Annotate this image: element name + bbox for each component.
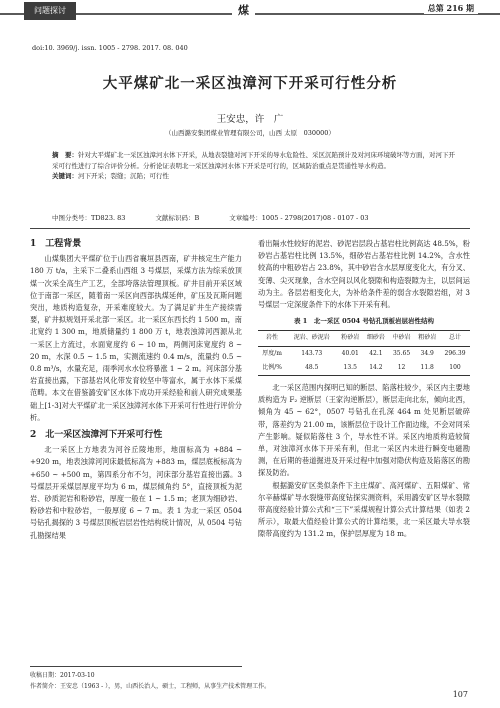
running-header [0, 0, 500, 22]
section-heading-2: 2 北一采区浊漳河下开采可行性 [30, 430, 163, 441]
table-cell: 42.1 [363, 346, 389, 361]
table-header-cell: 粗砂岩 [414, 331, 440, 346]
table-cell: 40.01 [337, 346, 363, 361]
table-cell: 100 [440, 361, 470, 376]
table-header-cell: 泥岩、砂泥岩 [286, 331, 337, 346]
issue-label: 总第 216 期 [424, 3, 478, 14]
table-cell: 厚度/m [258, 346, 286, 361]
clc-number: 中图分类号：TD823. 83 [52, 214, 126, 222]
keywords-text: 河下开采；裂缝；沉陷；可行性 [78, 172, 169, 180]
paragraph: 北一采区上方地表为河谷丘陵地形，地面标高为 +884 ~ +920 m，地表浊漳河河床最低标高为 +883 m，煤层底板标高为 +650 ~ +500 m，第四系分布不匀，河床部分基岩直接出露。3 号煤层开采煤层厚度平均为 6 m，煤层倾角约 5°，直接顶板为泥岩、砂质泥岩和粉砂岩，厚度一般在 1 ~ 1.5 m；老顶为细砂岩、粉砂岩和中粒砂岩，一般厚度 6 ~ 7 m。表 1 为北一采区 0504 号钻孔揭探的 3 号煤层顶板岩层岩性结构统计情况，从 0504 号钻孔勘探结果 [30, 445, 242, 540]
section-heading-1: 1 工程背景 [30, 239, 82, 249]
data-table [258, 330, 470, 376]
table-header-cell: 中砂岩 [389, 331, 415, 346]
table-cell: 14.2 [363, 361, 389, 376]
article-title: 大平煤矿北一采区浊漳河下开采可行性分析 [102, 75, 398, 92]
keywords [52, 171, 458, 182]
received-date: 收稿日期：2017-03-10 [30, 672, 95, 679]
footnote [30, 670, 270, 692]
author-bio: 作者简介：王安忠（1963 - ），男，山西长治人，硕士，工程师，从事生产技术管理工作。 [30, 683, 271, 690]
article-number: 文章编号：1005 - 2798(2017)08 - 0107 - 03 [229, 214, 369, 222]
paragraph: 看出隔水性较好的泥岩、砂泥岩层段占基岩柱比例高达 48.5%，粉砂岩占基岩柱比例 13.5%，细砂岩占基岩柱比例 14.2%，含水性较高的中粗砂岩占 23.8%，其中砂岩含水层厚度变化大，有分叉、变薄、尖灭现象，含水空间以风化裂隙和构造裂隙为主，以层间运动为主。各层岩相变化大，为补给条件差的弱含水裂隙岩组，对 3 号煤层一定深度条件下的水体下开采有利。 [258, 239, 470, 310]
table-cell: 11.8 [414, 361, 440, 376]
paragraph: 山煤集团大平煤矿位于山西省襄垣县西南，矿井核定生产能力 180 万 t/a，主采下二叠系山西组 3 号煤层，采煤方法为综采放顶煤一次采全高生产工艺，全部垮落法管理顶板。矿井目前开采区域位于南部一采区，随着南一采区向西部执煤延伸，矿压及瓦斯问题突出，地质构造复杂，开采难度较大。为了满足矿井生产接续需要，矿井拟规划开采北部一采区。北一采区东西长约 1 500 m，南北宽约 1 300 m，地质储量约 1 800 万 t，地表浊漳河西源从北一采区上方流过，水面宽度约 6 ~ 10 m，两侧河床宽度约 8 ~ 20 m，水深 0.5 ~ 1.5 m，实测流速约 0.4 m/s，流量约 0.5 ~ 0.8 m³/s，水量充足，雨季河水水位将暴涨 1 ~ 2 m。河床部分基岩直接出露，下部基岩风化带发育较坚中等富水，属于水体下采煤范畴。本文在借鉴潞安矿区水体下成功开采经验和前人研究成果基础上[1-3]对大平煤矿北一采区浊漳河水体下开采可行性进行评价分析。 [30, 254, 242, 422]
table-cell: 13.5 [337, 361, 363, 376]
abstract-block [52, 150, 458, 182]
table-cell: 296.39 [440, 346, 470, 361]
table-cell: 143.73 [286, 346, 337, 361]
keywords-label: 关键词： [52, 172, 78, 180]
section-tag: 问题探讨 [24, 2, 76, 20]
table-cell: 34.9 [414, 346, 440, 361]
table-cell: 比例/% [258, 361, 286, 376]
paragraph: 根据潞安矿区类似条件下主庄煤矿、高河煤矿、五阳煤矿、常尔辛赫煤矿导水裂缝带高度钻探实测资料，采用潞安矿区导水裂隙带高度经验计算公式和“三下”采煤规程计算公式计算结果（如表 2 所示），取最大值经验计算公式的计算结果，北一采区最大导水裂隙带高度约为 131.2 m，保护层厚度为 18 m。 [258, 480, 470, 539]
table-header-row [258, 331, 470, 346]
classification-line [52, 213, 458, 222]
table-row [258, 346, 470, 361]
document-code: 文献标识码：B [155, 214, 200, 222]
affiliation: （山西潞安集团煤业管理有限公司，山西 太原 030000） [165, 129, 335, 137]
doi-line: doi:10. 3969/j. issn. 1005 - 2798. 2017. 08. 040 [32, 44, 188, 52]
table-header-cell: 细砂岩 [363, 331, 389, 346]
right-column [258, 238, 470, 541]
table-header-cell: 岩性 [258, 331, 286, 346]
abstract [52, 150, 458, 171]
table-row [258, 361, 470, 376]
table-cell: 12 [389, 361, 415, 376]
table-header-cell: 总计 [440, 331, 470, 346]
abstract-text: 针对大平煤矿北一采区浊漳河水体下开采，从地表裂缝对河下开采的导水危险性、采区沉陷预计及对河床环境破坏等方面，对河下开采可行性进行了综合评价分析。分析论证表明北一采区浊漳河水体下开采是可行的，区域防治重点是贯通性导水构造。 [52, 151, 455, 170]
table-cell: 35.65 [389, 346, 415, 361]
page-number: 107 [452, 690, 468, 699]
table-header-cell: 粉砂岩 [337, 331, 363, 346]
authors: 王安忠，许 广 [216, 114, 284, 125]
table-cell: 48.5 [286, 361, 337, 376]
abstract-divider [30, 228, 470, 229]
paragraph: 北一采区范围内探明已知的断层、陷落柱较少，采区内主要地质构造为 F₂ 逆断层（王家沟逆断层），断层走向北东，倾向北西，倾角为 45 ~ 62°，0507 号钻孔在孔深 464 m 处见断层破碎带，落差约为 21.00 m，该断层位于设计工作面边缘，不会对同采产生影响。疑似陷落柱 3 个，导水性不详。采区内地质构造较简单，对浊漳河水体下开采有利，但北一采区内未进行瞬变电磁勘测，在后期的巷道掘进及开采过程中加强对隐伏构造及陷落区的勘探及防治。 [258, 383, 470, 478]
journal-logo: 煤 [232, 2, 255, 18]
left-column [30, 238, 242, 542]
abstract-label: 摘 要： [52, 151, 78, 159]
footnote-rule [30, 666, 242, 667]
table-caption: 表 1 北一采区 0504 号钻孔顶板岩层岩性结构 [294, 317, 434, 326]
